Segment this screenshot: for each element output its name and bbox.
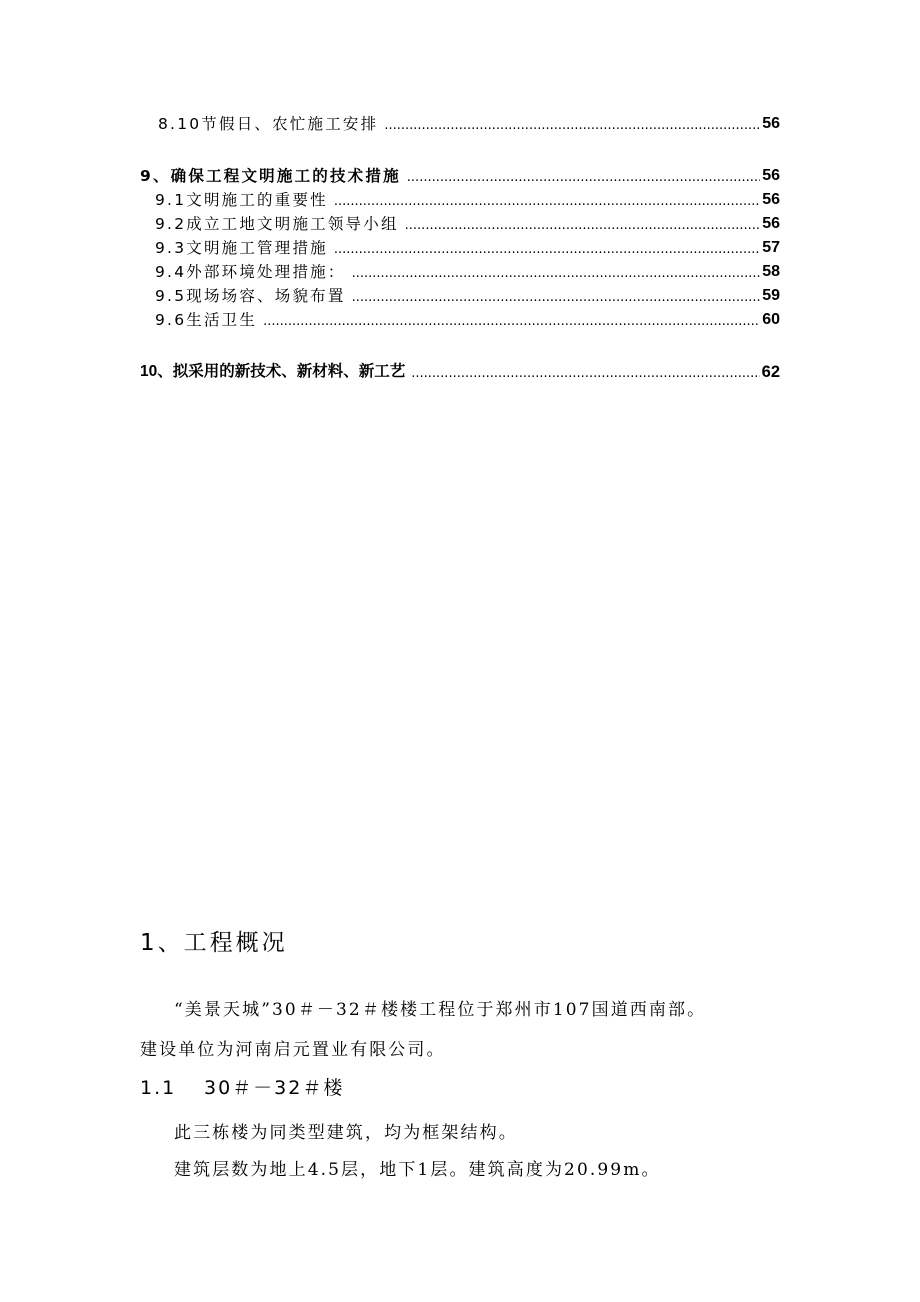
subsection-number: 1.1 [140,1077,177,1099]
toc-entry-page: 56 [762,215,780,232]
toc-entry[interactable] [0,164,780,188]
toc-entry-page: 59 [762,287,780,304]
toc-entry-page: 58 [762,263,780,280]
toc-entry[interactable] [0,112,780,136]
toc-entry-label: 10、拟采用的新技术、新材料、新工艺 [140,363,406,380]
toc-entry-page: 56 [762,167,780,184]
toc-leader-dots [334,240,760,260]
toc-entry-label: 9.4外部环境处理措施： [155,263,346,281]
toc-entry-label: 9.5现场场容、场貌布置 [155,287,346,305]
toc-entry[interactable] [0,188,780,212]
section-heading: 1、工程概况 [140,930,288,956]
toc-entry-label: 9.2成立工地文明施工领导小组 [155,215,399,233]
toc-leader-dots [411,364,759,384]
toc-entry-label: 9.6生活卫生 [155,311,258,329]
toc-entry-page: 62 [761,363,780,381]
toc-entry-page: 56 [762,115,780,132]
toc-leader-dots [263,312,760,332]
toc-leader-dots [334,192,760,212]
body-line-2: 建筑层数为地上4.5层，地下1层。建筑高度为20.99m。 [174,1160,661,1180]
toc-leader-dots [407,168,760,188]
toc-entry[interactable] [0,308,780,332]
toc-leader-dots [352,288,761,308]
subsection-title: 30＃－32＃楼 [204,1077,345,1099]
toc-entry[interactable] [0,260,780,284]
toc-entry-label: 9.1文明施工的重要性 [155,191,328,209]
intro-paragraph-line-1: “美景天城”30＃－32＃楼楼工程位于郑州市107国道西南部。 [174,1000,707,1020]
toc-entry-page: 57 [762,239,780,256]
toc-leader-dots [352,264,761,284]
toc-leader-dots [384,116,760,136]
toc-entry-page: 56 [762,191,780,208]
toc-entry[interactable] [0,212,780,236]
subsection-heading [140,1073,344,1100]
toc-entry-label: 9.3文明施工管理措施 [155,239,328,257]
toc-entry[interactable] [0,284,780,308]
toc-entry-label: 9、确保工程文明施工的技术措施 [140,167,401,185]
toc-leader-dots [405,216,761,236]
intro-paragraph-line-2: 建设单位为河南启元置业有限公司。 [140,1040,446,1060]
toc-entry-page: 60 [762,311,780,328]
toc-entry[interactable] [0,360,780,384]
toc-entry-label: 8.10节假日、农忙施工安排 [158,115,379,133]
toc-entry[interactable] [0,236,780,260]
body-line-1: 此三栋楼为同类型建筑，均为框架结构。 [174,1123,518,1143]
